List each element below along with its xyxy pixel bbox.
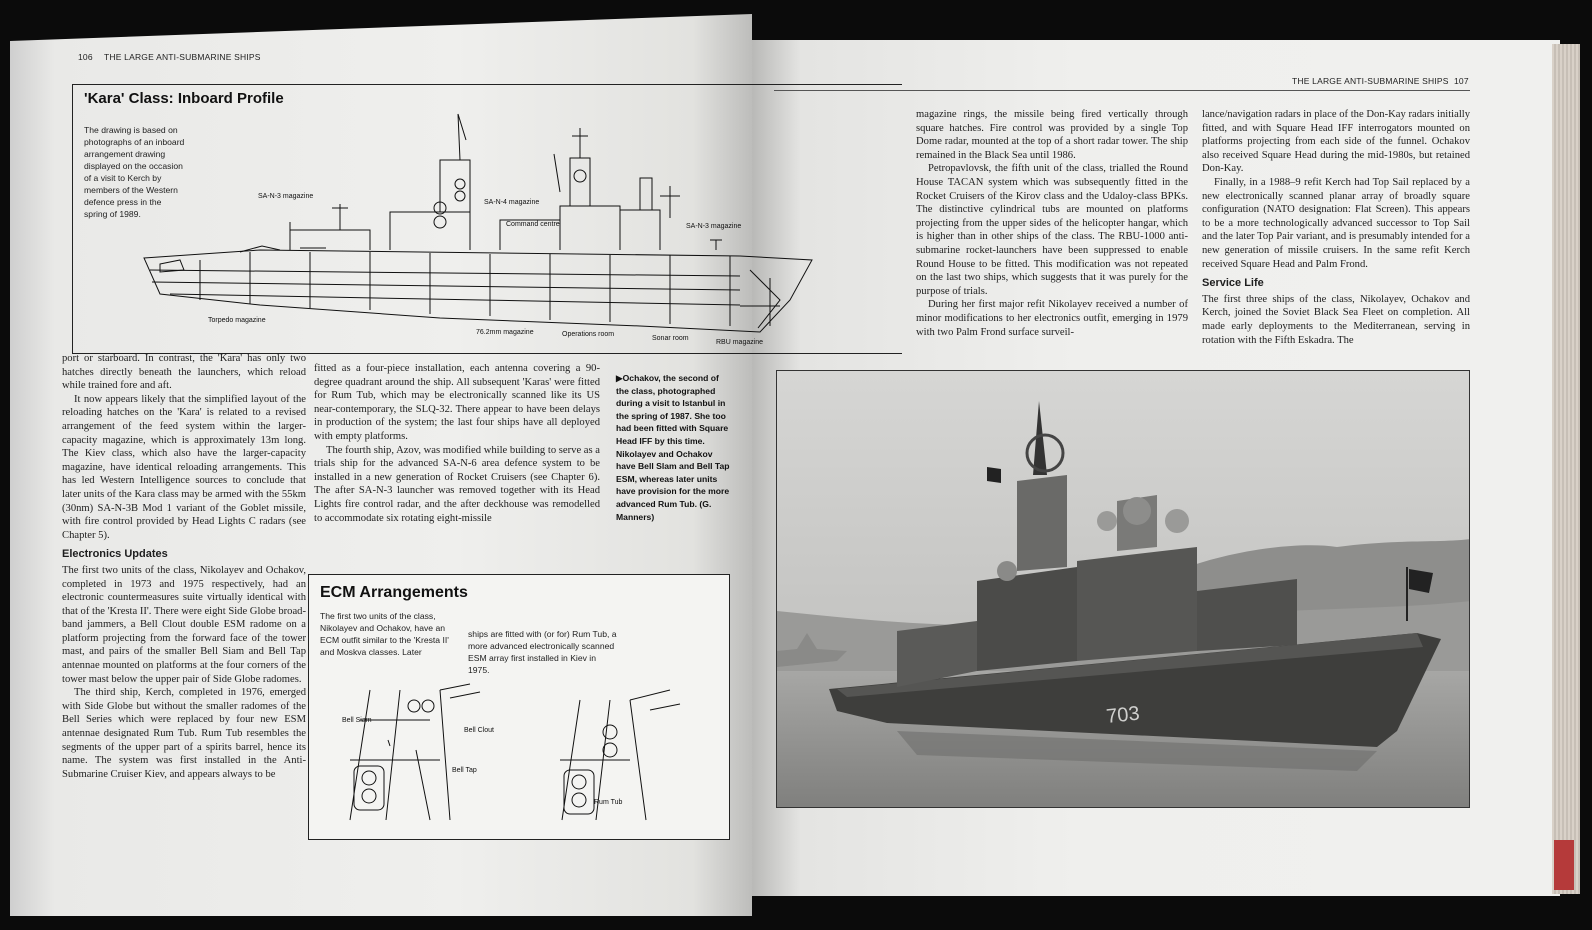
right-column-1 (916, 108, 1188, 339)
paragraph: It now appears likely that the simplified layout of the reloading hatches on the 'Kara' is related to a revised arrangement of the feed system within the larger-capacity magazine, which is approximately 13m long. The Kiev class, which also have the larger-capacity magazine, have identical reloading arrangements. This has led Western Intelligence sources to conclude that later units of the Kara class may be armed with the 55km (30nm) SA-N-3B Mod 1 variant of the Goblet missile, with fire control provided by Head Lights C radars (see Chapter 5). (62, 393, 306, 541)
paragraph: The third ship, Kerch, completed in 1976, emerged with Side Globe but without the smaller radomes of the Bell Series which were replaced by four new ESM antennae designated Rum Tub. Rum Tub resembles the segments of the upper part of a spirits barrel, hence its name. The system was first installed in the Anti-Submarine Cruiser Kiev, and appears always to be (62, 687, 306, 780)
left-running-head: THE LARGE ANTI-SUBMARINE SHIPS (104, 52, 261, 62)
paragraph: port or starboard. In contrast, the 'Kara' has only two hatches directly beneath the launchers, which reload while trained fore and aft. (62, 353, 306, 392)
right-page-number: 107 (1454, 76, 1469, 86)
paragraph: The fourth ship, Azov, was modified while building to serve as a trials ship for the advanced SA-N-6 area defence system to be installed in a new generation of Rocket Cruisers (see Chapter 6). The after SA-N-3 launcher was removed together with its Head Lights fire control radar, and the after deckhouse was remodelled to accommodate six rotating eight-missile (314, 444, 600, 524)
label-rum-tub: Rum Tub (594, 799, 623, 806)
ship-photograph (776, 370, 1470, 808)
ecm-arrangement-diagram (330, 680, 720, 830)
paragraph: The first two units of the class, Nikolayev and Ochakov, completed in 1973 and 1975 respectively, had an electronic countermeasures suite virtually identical with that of the 'Kresta II'. There were eight Side Globe broad-band jammers, a Bell Clout double ESM radome on a platform projecting from the forward face of the tower mast, and pairs of the smaller Bell Siam and Bell Tap antennae mounted on platforms at the four corners of the tower mast below the upper pair of Side Globe radomes. (62, 564, 306, 685)
paragraph: Finally, in a 1988–9 refit Kerch had Top Sail replaced by a new electronically scanned planar array of broadly square configuration (NATO designation: Flat Screen). This appears to be a more technologically advanced successor to Top Sail and the later Top Pair variant, and is presumably intended for a new generation of missile cruisers. In the same refit Kerch received Square Head and Palm Frond. (1202, 176, 1470, 270)
label-sa-n-3-magazine-right: SA-N-3 magazine (686, 223, 742, 230)
label-sa-n-3-magazine-left: SA-N-3 magazine (258, 193, 314, 200)
ship-photo-image (777, 371, 1470, 808)
left-column-2 (314, 362, 600, 525)
hull-number: 703 (1105, 702, 1141, 728)
label-sonar-room: Sonar room (652, 335, 689, 342)
left-column-1 (62, 352, 306, 781)
paragraph: Petropavlovsk, the fifth unit of the class, trialled the Round House TACAN system which was subsequently fitted in the Rocket Cruisers of the Kirov class and the Udaloy-class BPKs. The distinctive cylindrical tubs are mounted on platforms projecting from the upper sides of the helicopter hangar, which is higher than in other ships of the class. The RBU-1000 anti-submarine rocket-launchers have been suppressed to enable Round House to be fitted. This modification was not repeated on the last two ships, which suggests that it was purely for the purpose of trials. (916, 163, 1188, 297)
right-running-head: THE LARGE ANTI-SUBMARINE SHIPS (1292, 76, 1449, 86)
profile-caption: The drawing is based on photographs of an inboard arrangement drawing displayed on the occasion of a visit to Kerch by members of the Western defence press in the spring of 1989. (84, 125, 185, 219)
label-bell-tap: Bell Tap (452, 767, 477, 774)
left-page-number: 106 (78, 52, 93, 62)
profile-title: 'Kara' Class: Inboard Profile (84, 90, 284, 107)
paragraph: fitted as a four-piece installation, each antenna covering a 90-degree quadrant around the ship. All subsequent 'Karas' were fitted for Rum Tub, which may be electronically scanned like its US near-contemporary, the SLQ-32. There appear to have been delays in production of the system; the last four ships have all deployed with empty platforms. (314, 363, 600, 442)
paragraph: During her first major refit Nikolayev received a number of minor modifications to her electronics outfit, emerging in 1979 with two Palm Frond surface surveil- (916, 299, 1188, 338)
label-bell-siam: Bell Siam (342, 717, 372, 724)
ecm-text-right: ships are fitted with (or for) Rum Tub, a more advanced electronically scanned ESM array first installed in Kiev in 1975. (468, 629, 617, 675)
label-command-centre: Command centre (506, 221, 560, 228)
label-sa-n-4-magazine: SA-N-4 magazine (484, 199, 540, 206)
label-rbu-magazine: RBU magazine (716, 339, 764, 346)
section-heading-service-life: Service Life (1202, 277, 1264, 290)
ecm-text-left: The first two units of the class, Nikolayev and Ochakov, have an ECM outfit similar to the 'Kresta II' and Moskva classes. Later (320, 611, 449, 657)
inboard-profile-diagram (140, 100, 820, 352)
paragraph: magazine rings, the missile being fired vertically through square hatches. Fire control was provided by a single Top Dome radar, mounted at the top of a short radar tower. The ship remained in the Black Sea until 1986. (916, 109, 1188, 161)
section-heading-electronics-updates: Electronics Updates (62, 548, 168, 561)
page-edge-bookmark (1554, 840, 1574, 890)
label-bell-clout: Bell Clout (464, 727, 494, 734)
paragraph: lance/navigation radars in place of the Don-Kay radars initially fitted, and with Square Head IFF interrogators mounted on platforms projecting from each side of the funnel. Ochakov also received Square Head during the mid-1980s, but retained Don-Kay. (1202, 109, 1470, 175)
label-torpedo-magazine: Torpedo magazine (208, 317, 266, 324)
paragraph: The first three ships of the class, Nikolayev, Ochakov and Kerch, joined the Soviet Black Sea Fleet on completion. All made early deployments to the Mediterranean, serving in rotation with the Fifth Eskadra. The (1202, 293, 1470, 346)
page-edge (1552, 44, 1580, 894)
header-rule (774, 90, 1470, 91)
right-column-2 (1202, 108, 1470, 347)
ecm-title: ECM Arrangements (320, 584, 468, 601)
label-operations-room: Operations room (562, 331, 615, 338)
photo-caption: ▶Ochakov, the second of the class, photographed during a visit to Istanbul in the spring of 1987. She too had been fitted with Square Head IFF by this time. Nikolayev and Ochakov have Bell Slam and Bell Tap ESM, whereas later units have provision for the more advanced Rum Tub. (G. Manners) (616, 373, 730, 522)
label-76mm-magazine: 76.2mm magazine (476, 329, 534, 336)
